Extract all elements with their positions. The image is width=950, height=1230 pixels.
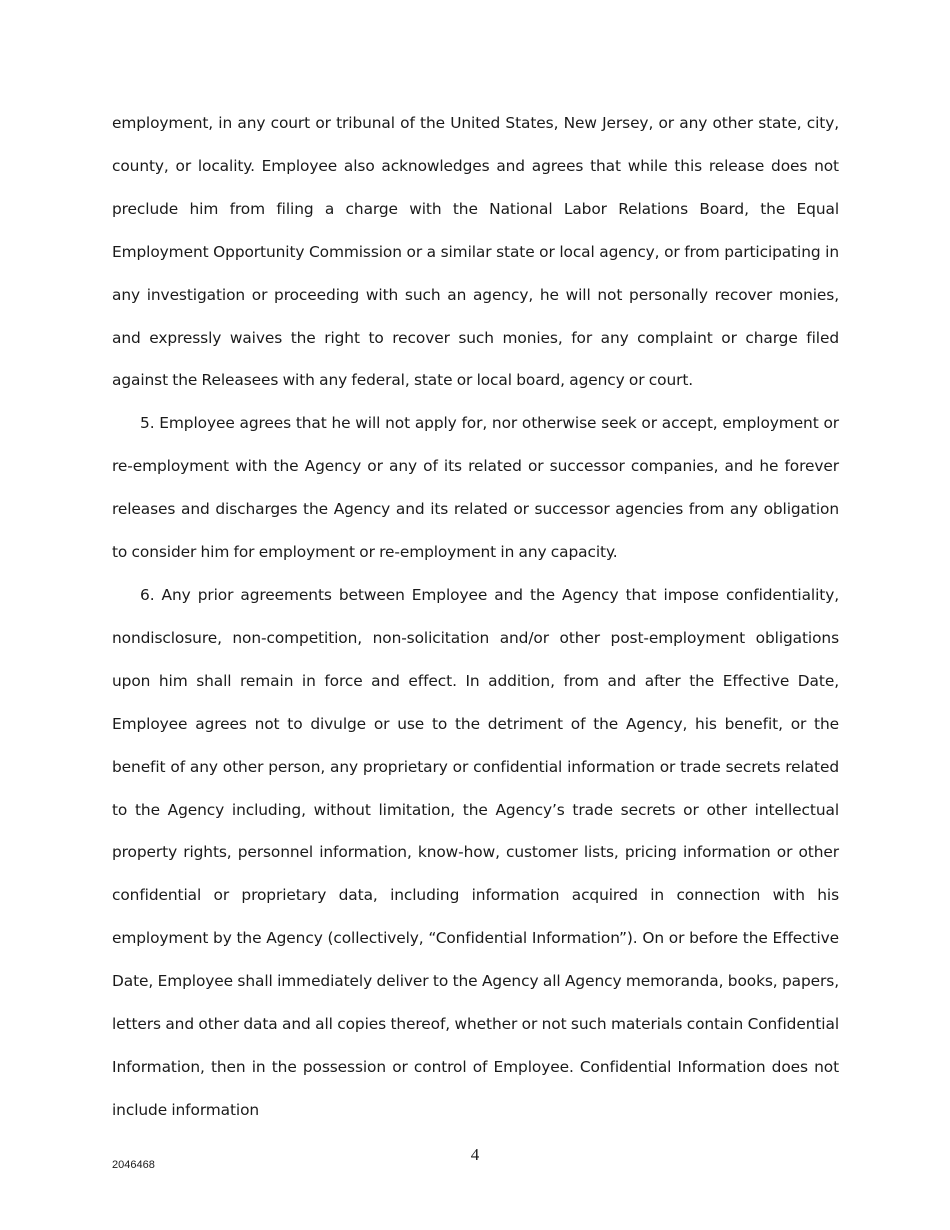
paragraph-5: 5. Employee agrees that he will not apply for, nor otherwise seek or accept, employment or re-employment with the Agency or any of its related or successor companies, and he forever releases and discharges the Agency and its related or successor agencies from any obligation to consider him for employment or re-employment in any capacity.	[112, 414, 839, 562]
paragraph-continuation: employment, in any court or tribunal of the United States, New Jersey, or any other state, city, county, or locality. Employee also acknowledges and agrees that while this release does not preclude him from filing a charge with the National Labor Relations Board, the Equal Employment Opportunity Commission or a similar state or local agency, or from participating in any investigation or proceeding with such an agency, he will not personally recover monies, and expressly waives the right to recover such monies, for any complaint or charge filed against the Releasees with any federal, state or local board, agency or court.	[112, 114, 839, 390]
page-number: 4	[470, 1145, 480, 1164]
document-body	[112, 102, 839, 1132]
document-id: 2046468	[112, 1159, 155, 1171]
paragraph-6: 6. Any prior agreements between Employee and the Agency that impose confidentiality, nondisclosure, non-competition, non-solicitation and/or other post-employment obligations upon him shall remain in force and effect. In addition, from and after the Effective Date, Employee agrees not to divulge or use to the detriment of the Agency, his benefit, or the benefit of any other person, any proprietary or confidential information or trade secrets related to the Agency including, without limitation, the Agency’s trade secrets or other intellectual property rights, personnel information, know-how, customer lists, pricing information or other confidential or proprietary data, including information acquired in connection with his employment by the Agency (collectively, “Confidential Information”). On or before the Effective Date, Employee shall immediately deliver to the Agency all Agency memoranda, books, papers, letters and other data and all copies thereof, whether or not such materials contain Confidential Information, then in the possession or control of Employee. Confidential Information does not include information	[112, 585, 839, 1119]
